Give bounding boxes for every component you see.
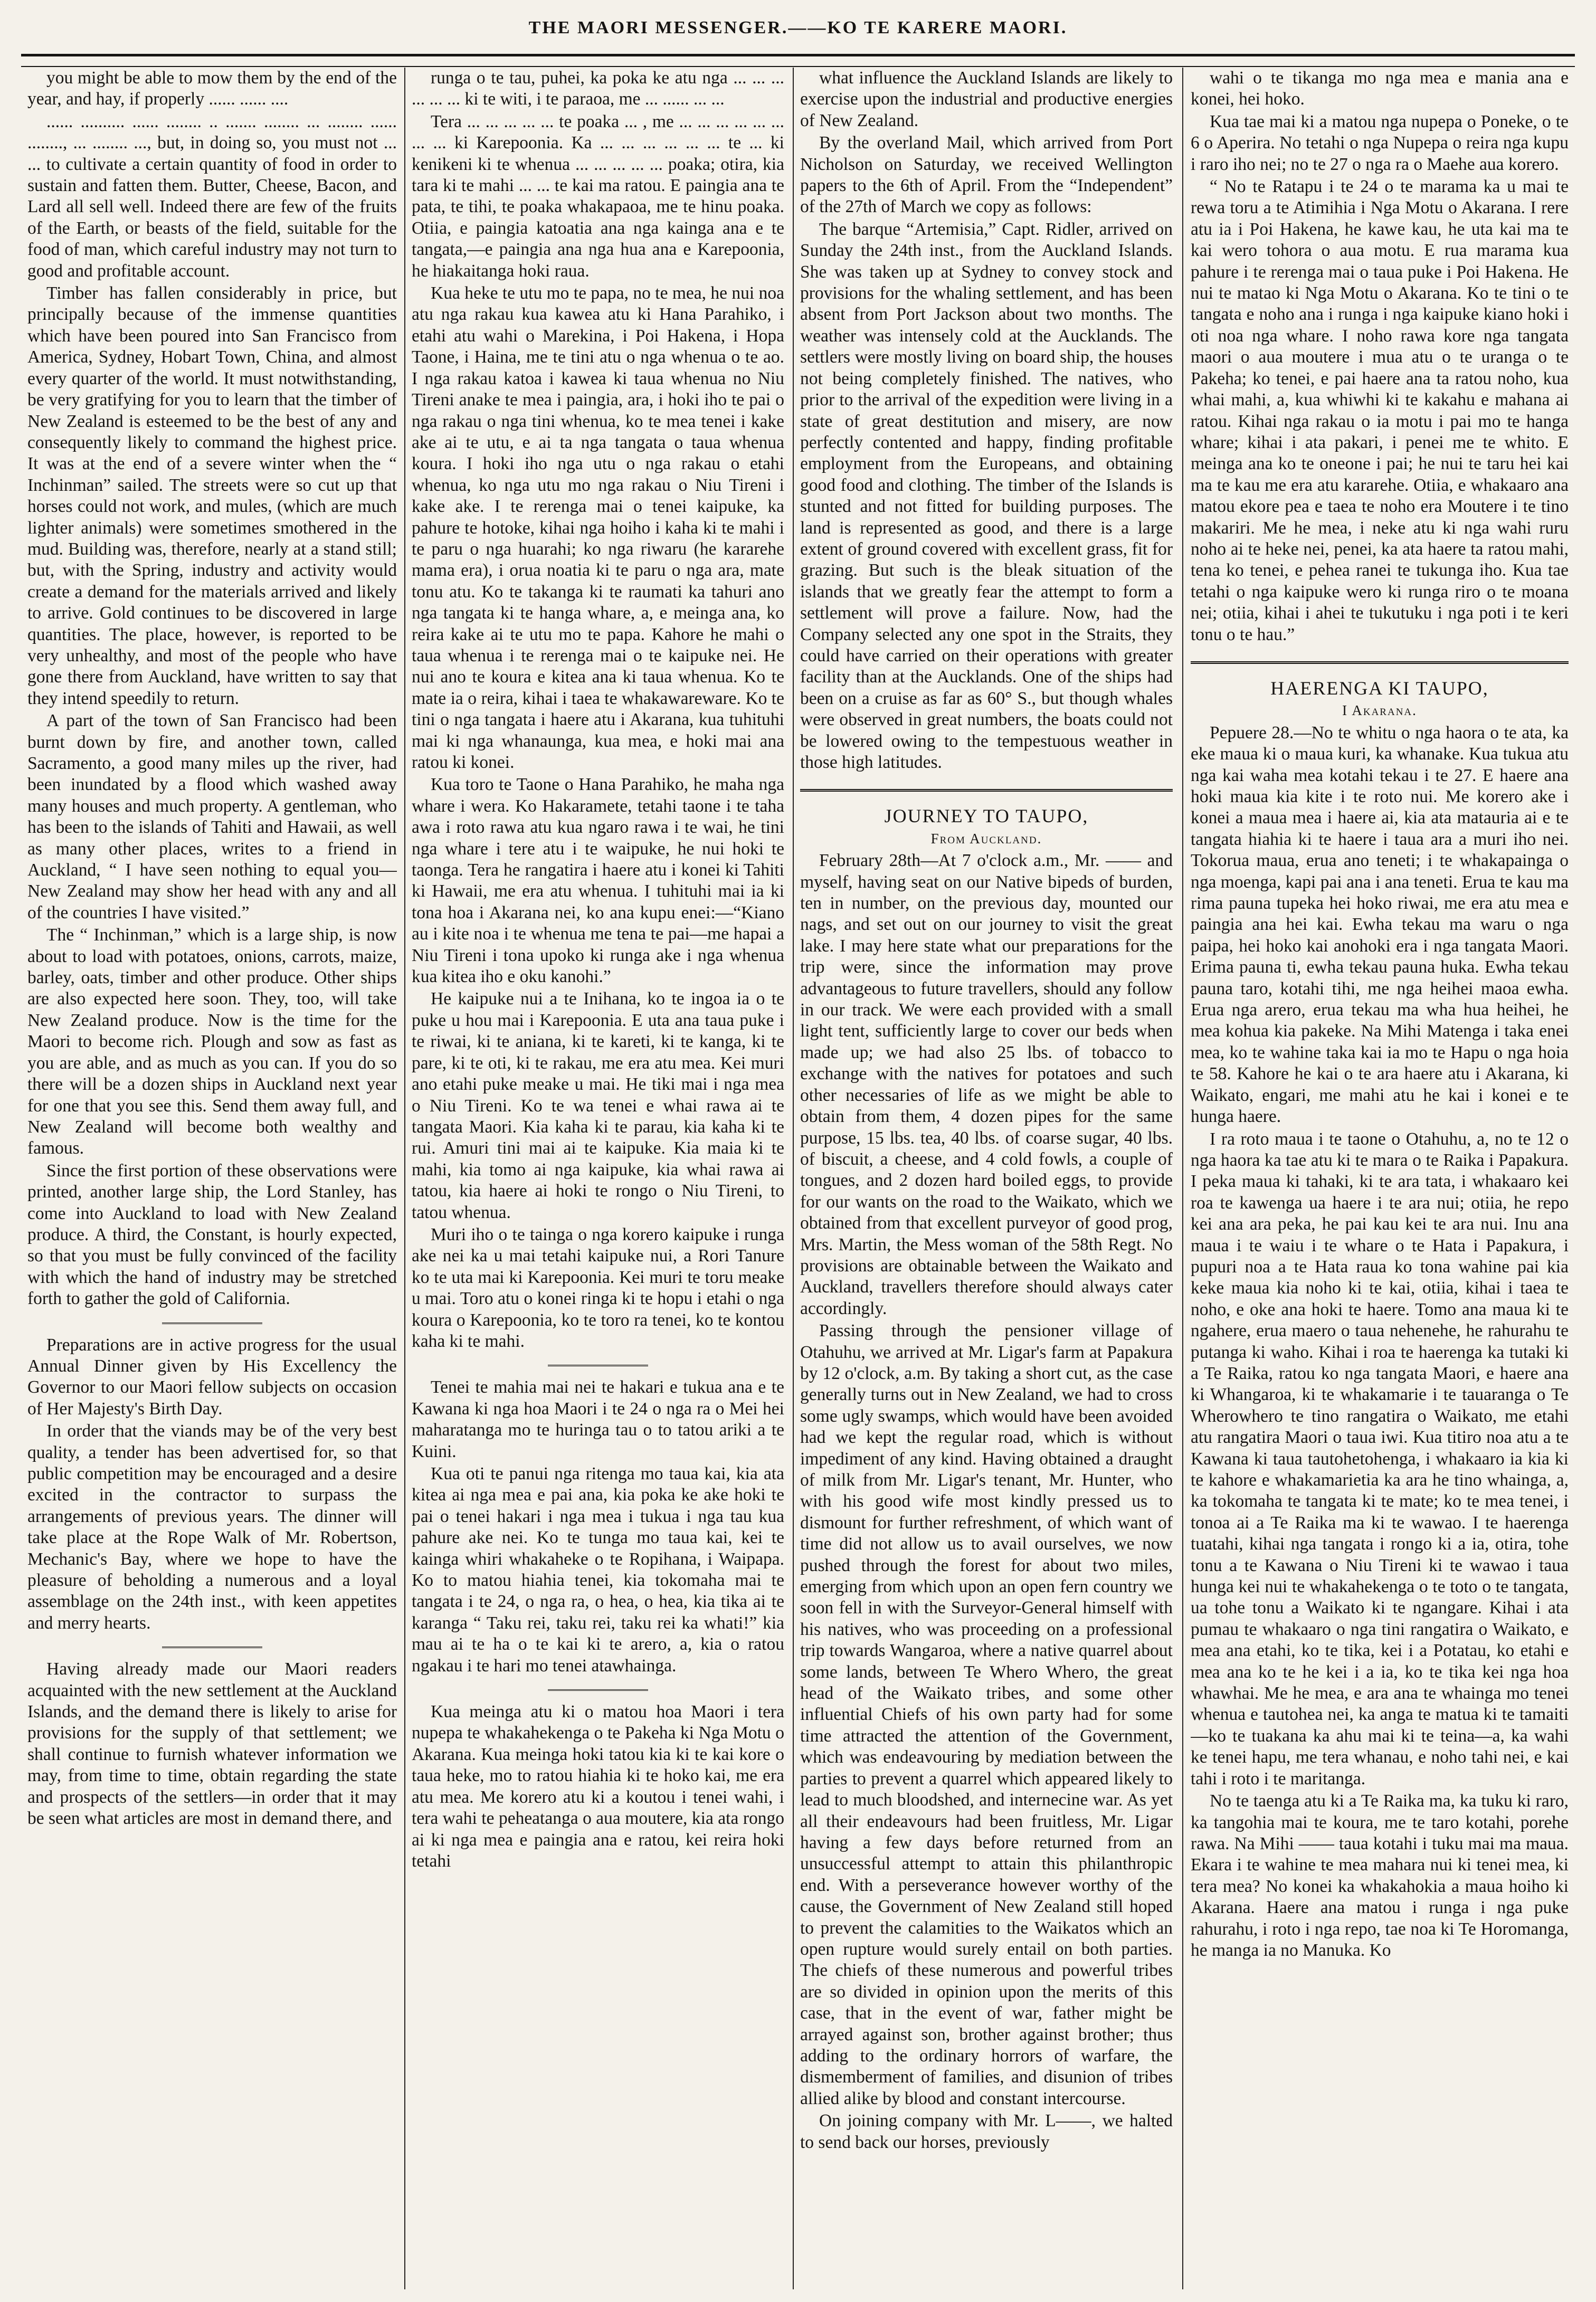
- article-paragraph: “ No te Ratapu i te 24 o te marama ka u mai te rewa toru a te Atimihia i Nga Motu o Akarana. I rere atu ia i Poi Hakena, he kawe kau, he uta kai ma te kai wero tohora o aua motu. E rua marama kua pahure i te rerenga mai o taua puke i Poi Hakena. He nui te matao ki Nga Motu o Akarana. Ko te tini o te tangata e noho ana i runga i nga kaipuke kiano hoki i oti noa nga whare. I noho rawa kore nga tangata maori o aua moutere i mua atu o te uranga o te Pakeha; ko tenei, e pai haere ana ta ratou noho, kua whai mahi, a, kua whiwhi ki te kakahu e mahana ai ratou. Kihai nga rakau o ia motu i pai mo te hanga whare; kihai i ata pakari, i penei me te whito. E meinga ana ko te oneone i pai; he nui te taru hei kai ma te kau me era atu kararehe. Otiia, e whakaaro ana matou ekore pea e taea te noho era Moutere i te tino makariri. Me he mea, i neke atu ki nga wahi ruru noho ai te heke nei, penei, ka ata haere ta ratou mahi, tena ko tenei, e pehea ranei te tukunga iho. Kua tae tetahi o nga kaipuke wero ki runga riro o te moana nei; otiia, kihai i ahei te tukutuku i nga poti i te keri tonu o te hau.”: [1191, 177, 1569, 644]
- article-paragraph: A part of the town of San Francisco had been burnt down by fire, and another town, called Sacramento, a good many miles up the river, had been inundated by a flood which washed away many houses and much property. A gentleman, who has been to the islands of Tahiti and Hawaii, as well as many other places, writes to a friend in Auckland, “ I have seen nothing to equal you—New Zealand may show her head with any and all of the countries I have visited.”: [27, 711, 397, 922]
- section-divider: [800, 789, 1173, 794]
- article-paragraph: Timber has fallen considerably in price, but principally because of the immense quantities which have been poured into San Francisco from America, Sydney, Hobart Town, China, and almost every quarter of the world. It must notwithstanding, be very gratifying for you to learn that the timber of New Zealand is esteemed to be the best of any and consequently likely to command the highest price. It was at the end of a severe winter when the “ Inchinman” sailed. The streets were so cut up that horses could not work, and mules, (which are much lighter animals) were sometimes smothered in the mud. Building was, therefore, nearly at a stand still; but, with the Spring, industry and activity would create a demand for the materials arrived and likely to arrive. Gold continues to be discovered in large quantities. The place, however, is reported to be very unhealthy, and most of the people who have gone there from Auckland, have written to say that they intend speedily to return.: [27, 283, 397, 708]
- section-divider: [162, 1647, 262, 1650]
- article-paragraph: Having already made our Maori readers acquainted with the new settlement at the Auckland Islands, and the demand there is likely to arise for provisions for the supply of that settlement; we shall continue to furnish whatever information we may, from time to time, obtain regarding the state and prospects of the settlers—in order that it may be seen what articles are most in demand there, and: [27, 1659, 397, 1829]
- article-paragraph: I ra roto maua i te taone o Otahuhu, a, no te 12 o nga haora ka tae atu ki te mara o te Raika i Papakura. I peka maua ki tahaki, ki te ara tata, i whakaaro kei roa te kawenga ua haere i te ara nui; otiia, he repo kei ana ara peka, he pai kau kei te ara nui. Inu ana maua i te waiu i te whare o te Hata i Papakura, i pupuri noa a te Hata raua ko tona wahine pai kia keke maua kia noho ki te kai, otiia, kihai i taea te noho, e oke ana hoki te haere. Tomo ana maua ki te ngahere, erua maero o taua nehenehe, he rahurahu te putanga ki waho. Kihai i roa te haerenga ka tutaki ki a Te Raika, ratou ko nga tangata Maori, e haere ana ki Whangaroa, ki te whakamarie i te tauaranga o Te Wherowhero te tino rangatira o Waikato, me etahi atu rangatira Maori o taua iwi. Kua titiro noa atu a te Kawana ki taua tautohetohenga, i whakaaro ia kia ki te kahore e whakamarietia ka ara he tino whainga, a, ka tokomaha te tangata ki te mate; ko te mea tenei, i tonoa ai a Te Raika ma ki te wawao. I te haerenga tuatahi, kihai nga tangata i rongo ki a ia, otira, tohe tonu a te Kawana o Niu Tireni ki te wawao i taua hunga kei nui te whakahekenga o te toto o te tangata, ua tohe tonu a Waikato ki te ngangare. Kihai i ata pumau te whakaaro o nga tini rangatira o Waikato, e mea ana etahi, ko te tika, kei i a Potatau, ko etahi e mea ana ko te he kei i a ia, ko te tika kei nga hoa whawhai. Me he mea, e ara ana te whainga mo tenei whenua e tautohea nei, ka anga te matua ki te tamaiti—ko te tuakana ka ahu mai ki te teina—a, ka wahi ke tenei hapu, me tera whanau, e noho tahi nei, e kai tahi i roto i te maritanga.: [1191, 1129, 1569, 1789]
- column-3-english: [800, 68, 1173, 2289]
- article-heading: HAERENGA KI TAUPO,: [1270, 677, 1489, 699]
- article-paragraph: The “ Inchinman,” which is a large ship, is now about to load with potatoes, onions, carrots, maize, barley, oats, timber and other produce. Other ships are also expected here soon. They, too, will take New Zealand produce. Now is the time for the Maori to become rich. Plough and sow as fast as you are able, and as much as you can. If you do so there will be a dozen ships in Auckland next year for one that you see this. Send them away full, and New Zealand will become both wealthy and famous.: [27, 925, 397, 1158]
- article-paragraph: Kua heke te utu mo te papa, no te mea, he nui noa atu nga rakau kua kawea atu ki Hana Parahiko, i etahi atu wahi o Marekina, i Poi Hakena, i Hopa Taone, i Haina, me te tini atu o nga whenua o te ao. I nga rakau katoa i kawea ki taua whenua no Niu Tireni anake te mea i paingia, ara, i hoki iho te pai o nga rakau o nga tini whenua, ko te mea tenei i kake ake ai te utu, e ai ta nga tangata o taua whenua koura. I hoki iho nga utu o nga rakau o etahi whenua, ko nga utu mo nga rakau o Niu Tireni i kake ake. I te rerenga mai o tenei kaipuke, ka pahure te hotoke, kihai nga hoiho i kaha ki te mahi i te paru o nga huarahi; ko nga riwaru (he kararehe mama era), i orua noatia ki te paru o nga ara, mate tonu atu. Ko te takanga ki te raumati ka tahuri ano nga tangata ki te hanga whare, a, e meinga ana, ko reira kake ai te utu mo te papa. Kahore he mahi o taua whenua i te rerenga mai o te kaipuke nei. He nui ano te koura e kitea ana ki taua whenua. Ko te mate ia o reira, kihai i taea te whakawareware. Ko te tini o nga tangata i haere atu i Akarana, kua tuhituhi mai ki nga whanaunga, kua mea, e hoki mai ana ratou ki konei.: [412, 283, 784, 772]
- article-paragraph: Preparations are in active progress for the usual Annual Dinner given by His Excellency the Governor to our Maori fellow subjects on occasion of Her Majesty's Birth Day.: [27, 1335, 397, 1419]
- article-paragraph: February 28th—At 7 o'clock a.m., Mr. —— and myself, having seat on our Native bipeds of burden, ten in number, on the previous day, mounted our nags, and set out on our journey to visit the great lake. I may here state what our preparations for the trip were, since the information may prove advantageous to future travellers, should any follow in our track. We were each provided with a small light tent, sufficiently large to cover our beds when made up; we had also 25 lbs. of tobacco to exchange with the natives for potatoes and such other necessaries of life as we might be able to obtain from them, 4 dozen pipes for the same purpose, 15 lbs. tea, 40 lbs. of coarse sugar, 40 lbs. of biscuit, a cheese, and 4 cold fowls, a couple of tongues, and 2 dozen hard boiled eggs, to provide for our wants on the road to the Waikato, which we obtained from that excellent purveyor of good prog, Mrs. Martin, the Mess woman of the 58th Regt. No provisions are obtainable between the Waikato and Auckland, travellers therefore should always cater accordingly.: [800, 851, 1173, 1318]
- section-divider: [548, 1365, 648, 1368]
- article-subheading: I Akarana.: [1342, 702, 1417, 719]
- article-paragraph: The barque “Artemisia,” Capt. Ridler, arrived on Sunday the 24th inst., from the Auckland Islands. She was taken up at Sydney to convey stock and provisions for the whaling settlement, and has been absent from Port Jackson about two months. The weather was intensely cold at the Aucklands. The settlers were mostly living on board ship, the houses not being completely finished. The natives, who prior to the arrival of the expedition were living in a state of great destitution and misery, are now perfectly contented and happy, finding profitable employment from the Europeans, and obtaining good food and clothing. The timber of the Islands is stunted and not fitted for building purposes. The land is represented as good, and there is a large extent of ground covered with excellent grass, fit for grazing. But such is the bleak situation of the islands that we greatly fear the attempt to form a settlement will prove a failure. Now, had the Company selected any one spot in the Straits, they could have carried on their operations with greater facility than at the Aucklands. One of the ships had been on a cruise as far as 60° S., but though whales were observed in great numbers, the boats could not be lowered owing to the tempestuous weather in those high latitudes.: [800, 219, 1173, 772]
- section-divider: [548, 1689, 648, 1693]
- article-paragraph: what influence the Auckland Islands are likely to exercise upon the industrial and productive energies of New Zealand.: [800, 68, 1173, 130]
- article-paragraph: Kua toro te Taone o Hana Parahiko, he maha nga whare i wera. Ko Hakaramete, tetahi taone i te taha awa i roto rawa atu kua ngaro rawa i te wai, he tini nga whare i tere atu i te waipuke, he nui hoki te taonga. Tera he rangatira i haere atu i konei ki Tahiti ki Hawaii, me era atu whenua. I tuhituhi mai ia ki tona hoa i Akarana nei, ko ana kupu enei:—“Kiano au i kite noa i te whenua me tena te pai—me hapai a Niu Tireni i tona upoko ki runga ake i nga whenua kua kitea iho e oku kanohi.”: [412, 775, 784, 987]
- column-divider: [793, 68, 794, 2289]
- article-heading: JOURNEY TO TAUPO,: [884, 805, 1089, 827]
- article-paragraph: No te taenga atu ki a Te Raika ma, ka tuku ki raro, ka tangohia mai te koura, me te taro kotahi, porehe rawa. Na Mihi —— taua kotahi i tuku mai ma maua. Ekara i te wahine te mea mahara nui ki tenei mea, ki tera mea? No konei ka whakahokia a maua hoiho ki Akarana. Haere ana matou i runga i nga puke rahurahu, i roto i nga repo, tae noa ki Te Horomanga, he manga ia no Manuka. Ko: [1191, 1791, 1569, 1960]
- column-divider: [404, 68, 405, 2289]
- article-paragraph: On joining company with Mr. L——, we halted to send back our horses, previously: [800, 2111, 1173, 2152]
- section-divider: [162, 1323, 262, 1326]
- article-paragraph: Tenei te mahia mai nei te hakari e tukua ana e te Kawana ki nga hoa Maori i te 24 o nga ra o Mei hei maharatanga mo te huringa tau o to tatou ariki a te Kuini.: [412, 1377, 784, 1461]
- article-paragraph: Kua tae mai ki a matou nga nupepa o Poneke, o te 6 o Aperira. No tetahi o nga Nupepa o reira nga kupu i raro iho nei; no te 27 o nga ra o Maehe aua korero.: [1191, 111, 1569, 174]
- article-paragraph: Muri iho o te tainga o nga korero kaipuke i runga ake nei ka u mai tetahi kaipuke nui, a Rori Tanure ko te uta mai ki Karepoonia. Kei muri te toru meake u mai. Toro atu o konei ringa ki te hopu i etahi o nga koura o Karepoonia, ko te toro ra tenei, ko te kontou kaha ki te mahi.: [412, 1224, 784, 1351]
- article-paragraph: Kua meinga atu ki o matou hoa Maori i tera nupepa te whakahekenga o te Pakeha ki Nga Motu o Akarana. Kua meinga hoki tatou kia ki te kai kore o taua heke, mo to ratou hiahia ki te hoko kai, me era atu mea. Me korero atu ki a koutou i tenei wahi, i tera wahi te peheatanga o aua moutere, kia ata rongo ai ki nga mea e paingia ana e ratou, kei reira hoki tetahi: [412, 1702, 784, 1871]
- article-paragraph: Tera ... ... ... ... ... te poaka ... , me ... ... ... ... ... ... ... ... ki Karepoonia. Ka ... ... ... ... ... ... te ... ki kenikeni ki te whenua ... ... ... ... ... poaka; otira, kia tara ki te mahi ... ... te kai ma ratou. E paingia ana te pata, te tihi, te poaka whakapaoa, me te hinu poaka. Otiia, e paingia katoatia ana nga kainga ana e te tangata,—e paingia ana nga hua ana e Karepoonia, he hiakaitanga hoki raua.: [412, 111, 784, 281]
- article-subheading: From Auckland.: [930, 830, 1042, 846]
- column-2-maori: [412, 68, 784, 2289]
- article-paragraph: you might be able to mow them by the end of the year, and hay, if properly ...... ...... ....: [27, 68, 397, 109]
- article-paragraph: In order that the viands may be of the very best quality, a tender has been advertised for, so that public competition may be encouraged and a desire excited in the contractor to surpass the arrangements of previous years. The dinner will take place at the Rope Walk of Mr. Robertson, Mechanic's Bay, where we hope to have the pleasure of beholding a numerous and a loyal assemblage on the 24th inst., with keen appetites and merry hearts.: [27, 1421, 397, 1633]
- article-paragraph: ...... .......... ...... ........ .. ....... ........ ... ........ ...... ........, ... ........ ..., but, in doing so, you must not ... ... to cultivate a certain quantity of food in order to sustain and fatten them. Butter, Cheese, Bacon, and Lard all sell well. Indeed there are few of the fruits of the Earth, or beasts of the field, suitable for the food of man, which careful industry may not turn to good and profitable account.: [27, 111, 397, 281]
- article-paragraph: He kaipuke nui a te Inihana, ko te ingoa ia o te puke u hou mai i Karepoonia. E uta ana taua puke i te riwai, ki te aniana, ki te kareti, ki te kanga, ki te pare, ki te oti, ki te rakau, me era atu mea. Kei muri ano etahi puke meake u mai. He tiki mai i nga mea o Niu Tireni. Ko te wa tenei e whai rawa ai te tangata Maori. Kia kaha ki te parau, kia kaha ki te rui. Amuri tini mai ai te kaipuke. Kia maia ki te mahi, kia tomo ai nga kaipuke, kia whai rawa ai tatou, kia haere ai hoki te rongo o Niu Tireni, to tatou whenua.: [412, 989, 784, 1222]
- masthead: THE MAORI MESSENGER.——KO TE KARERE MAORI.: [528, 18, 1068, 37]
- article-paragraph: Since the first portion of these observations were printed, another large ship, the Lord Stanley, has come into Auckland to load with New Zealand produce. A third, the Constant, is hourly expected, so that you must be fully convinced of the facility with which the hand of industry may be stretched forth to gather the gold of California.: [27, 1160, 397, 1309]
- column-1-english: [27, 68, 397, 2289]
- article-paragraph: wahi o te tikanga mo nga mea e mania ana e konei, hei hoko.: [1191, 68, 1569, 109]
- masthead-rule: [21, 54, 1575, 67]
- article-paragraph: By the overland Mail, which arrived from Port Nicholson on Saturday, we received Wellington papers to the 6th of April. From the “Independent” of the 27th of March we copy as follows:: [800, 133, 1173, 217]
- column-4-maori: [1191, 68, 1569, 2289]
- section-divider: [1191, 661, 1569, 666]
- column-divider: [1182, 68, 1183, 2289]
- article-paragraph: runga o te tau, puhei, ka poka ke atu nga ... ... ... ... ... ... ki te witi, i te paraoa, me ... ...... ... ...: [412, 68, 784, 109]
- article-paragraph: Kua oti te panui nga ritenga mo taua kai, kia ata kitea ai nga mea e pai ana, kia poka ke ake hoki te pai o tenei hakari i nga mea i tukua i nga tau kua pahure ake nei. Ko te tunga mo taua kai, kei te kainga whiri whakaheke o te Ropihana, i Waipapa. Ko to matou hiahia tenei, kia tokomaha mai te tangata i te 24, o nga ra, o hea, o hea, kia tika ai te karanga “ Taku rei, taku rei, taku rei ka whati!” kia mau ai te ha o te kai ki te arero, a, kia o ratou ngakau i te hari mo tenei atawhainga.: [412, 1464, 784, 1676]
- article-paragraph: Passing through the pensioner village of Otahuhu, we arrived at Mr. Ligar's farm at Papakura by 12 o'clock, a.m. By taking a short cut, as the case generally turns out in New Zealand, we had to cross some ugly swamps, which would have been avoided had we kept the regular road, which is without impediment of any kind. Having obtained a draught of milk from Mr. Ligar's tenant, Mr. Hunter, who with his good wife most kindly pressed us to dismount for further refreshment, of which want of time did not allow us to avail ourselves, we now pushed through the forest for about two miles, emerging from which upon an open fern country we soon fell in with the Surveyor-General himself with his natives, who was proceeding on a professional trip towards Wangaroa, where a native quarrel about some lands, between Te Whero Whero, the great head of the Waikato tribes, and some other influential Chiefs of his own party had for some time attracted the attention of the Government, which was endeavouring by mediation between the parties to prevent a quarrel which appeared likely to lead to much bloodshed, and internecine war. As yet all their endeavours had been fruitless, Mr. Ligar having a few days before returned from an unsuccessful attempt to attain this philanthropic end. With a perseverance however worthy of the cause, the Government of New Zealand still hoped to prevent the calamities to the Waikatos which an open rupture would surely entail on both parties. The chiefs of these numerous and powerful tribes are so divided in opinion upon the merits of this case, that in the event of war, father might be arrayed against son, brother against brother; thus adding to the ordinary horrors of warfare, the dismemberment of families, and disunion of tribes allied alike by blood and constant intercourse.: [800, 1321, 1173, 2108]
- article-paragraph: Pepuere 28.—No te whitu o nga haora o te ata, ka eke maua ki o maua kuri, ka whanake. Kua tukua atu nga kai waha mea kotahi tekau i te 27. E haere ana hoki maua kia kite i te roto nui. Me korero ake i konei a maua mea i haere ai, kia ata matauria ai e te tangata hiahia ki te haere i taua ara a muri iho nei. Tokorua maua, erua ano teneti; i te whakapainga o nga moenga, kapi pai ana i ana teneti. Erua te kau ma rima pauna tupeka hei hoko riwai, me era atu mea e paingia ana hei kai. Ewha tekau ma waru o nga paipa, hei hoko kai anohoki era i nga tangata Maori. Erima pauna ti, ewha tekau pauna huka. Ewha tekau pauna taro, kotahi tihi, me nga heihei maoa ewha. Erua nga arero, erua tekau ma wha hua heihei, he mea kohua kia pakeke. Na Mihi Matenga i taka enei mea, ko te wahine taka kai ia mo te Hapu o nga hoia te 58. Kahore he kai o te ara haere atu i Akarana, ki Waikato, engari, me mahi atu he kai i konei e te hunga haere.: [1191, 722, 1569, 1127]
